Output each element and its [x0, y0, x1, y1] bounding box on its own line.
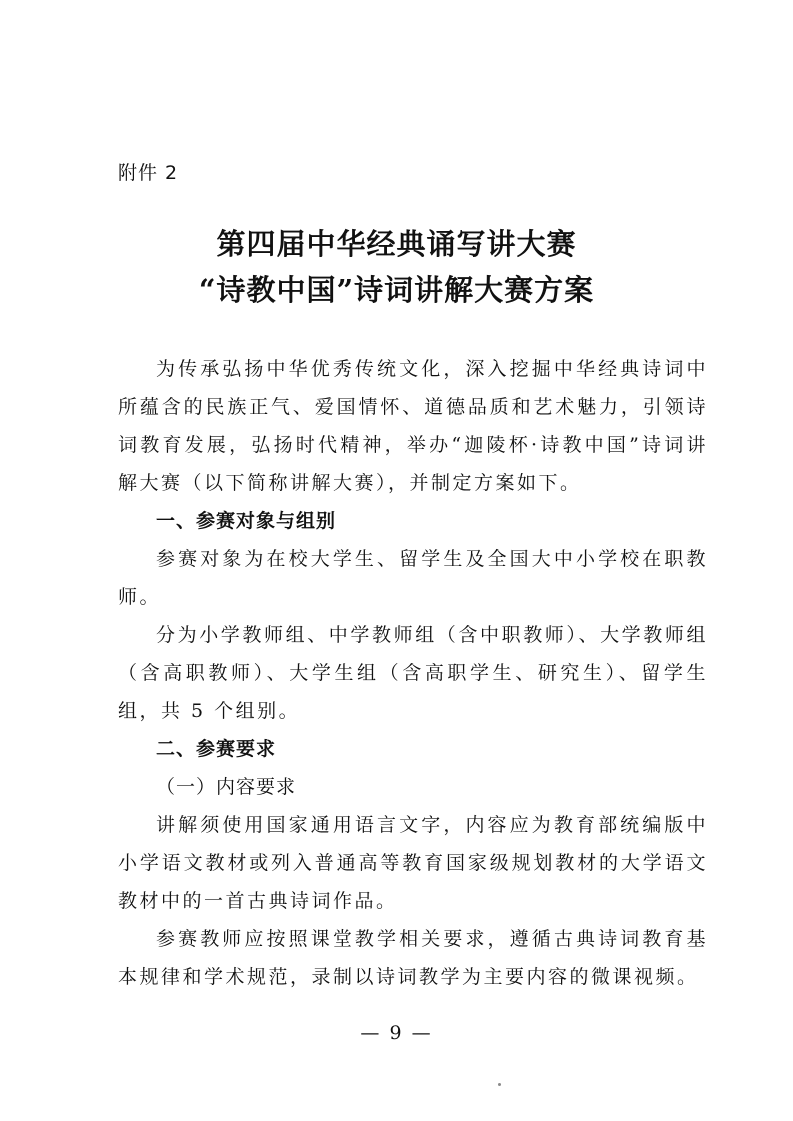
- scan-speck: [498, 1083, 501, 1086]
- document-title-line2: “诗教中国”诗词讲解大赛方案: [198, 273, 595, 307]
- paragraph-participants: 参赛对象为在校大学生、留学生及全国大中小学校在职教师。: [118, 548, 708, 608]
- section-heading-participants: 一、参赛对象与组别: [156, 510, 337, 532]
- document-body: [118, 350, 708, 996]
- subheading-content-requirements: （一）内容要求: [156, 776, 297, 798]
- paragraph-content: 讲解须使用国家通用语言文字，内容应为教育部统编版中小学语文教材或列入普通高等教育国家级规划教材的大学语文教材中的一首古典诗词作品。: [118, 814, 708, 912]
- page-number: — 9 —: [360, 1022, 433, 1044]
- attachment-label: 附件 2: [118, 162, 179, 184]
- section-heading-requirements: 二、参赛要求: [156, 738, 277, 760]
- document-title-line1: 第四届中华经典诵写讲大赛: [216, 227, 577, 261]
- paragraph-groups: 分为小学教师组、中学教师组（含中职教师）、大学教师组（含高职教师）、大学生组（含高职学生、研究生）、留学生组，共 5 个组别。: [118, 624, 708, 722]
- paragraph-teachers: 参赛教师应按照课堂教学相关要求，遵循古典诗词教育基本规律和学术规范，录制以诗词教学为主要内容的微课视频。: [118, 928, 708, 988]
- intro-paragraph: 为传承弘扬中华优秀传统文化，深入挖掘中华经典诗词中所蕴含的民族正气、爱国情怀、道德品质和艺术魅力，引领诗词教育发展，弘扬时代精神，举办“迦陵杯·诗教中国”诗词讲解大赛（以下简称讲解大赛），并制定方案如下。: [118, 358, 708, 494]
